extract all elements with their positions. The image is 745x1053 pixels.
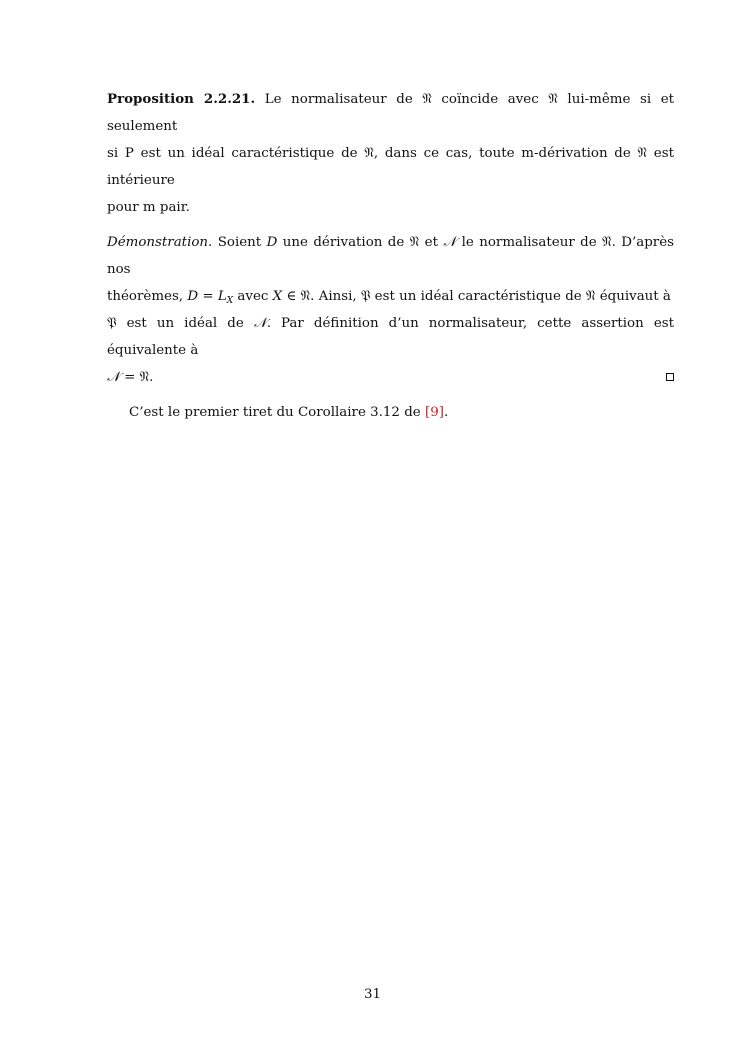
proposition-line-3: pour m pair. [107,200,190,215]
page-number: 31 [363,987,382,1002]
math-symbol: 𝒩 [253,316,267,331]
math-symbol: D [187,289,199,304]
proof-line-2 [107,283,674,310]
proof-text: = 𝔑. [119,370,154,385]
proposition-text-1: Le normalisateur de 𝔑 coïncide avec 𝔑 lui-même si et seulement [107,92,675,134]
proof-line-3 [107,310,674,364]
proof-text: 𝔓 est un idéal de [107,316,254,331]
proof [107,229,674,391]
proposition-line-1 [107,86,674,140]
math-symbol: X [272,289,283,304]
math-symbol: 𝒩 [107,370,120,385]
proof-label: Démonstration. [107,235,213,250]
qed-square-icon [666,373,674,381]
proof-text: le normalisateur de 𝔑. D’après nos [107,235,674,277]
math-symbol: 𝒩 [443,235,457,250]
math-symbol: = [198,289,218,304]
proof-text: ∈ 𝔑. Ainsi, 𝔓 est un idéal caractéristique de 𝔑 équivaut à [282,289,671,304]
citation-link[interactable]: 9 [430,405,439,420]
proof-text: théorèmes, [107,289,188,304]
remark-text: C’est le premier tiret du Corollaire 3.12 de [129,405,425,420]
proposition-line-2: si P est un idéal caractéristique de 𝔑, dans ce cas, toute m-dérivation de 𝔑 est intérieure [107,146,674,188]
proposition [107,86,674,221]
proposition-label: Proposition 2.2.21. [107,91,256,107]
remark [107,399,674,426]
citation-bracket: [ [424,405,431,420]
proof-text: Soient [212,235,267,250]
proof-text: avec [233,289,273,304]
math-symbol: D [266,235,278,250]
page-body [107,86,674,426]
math-subscript: X [226,296,234,306]
citation-bracket: ] [438,405,444,420]
proof-text: . Par définition d’un normalisateur, cette assertion est équivalente à [107,316,674,358]
remark-period: . [443,405,449,420]
proof-line-1 [107,229,674,283]
proof-text: une dérivation de 𝔑 et [277,235,444,250]
proof-line-4 [107,364,674,391]
math-symbol: L [217,289,227,304]
